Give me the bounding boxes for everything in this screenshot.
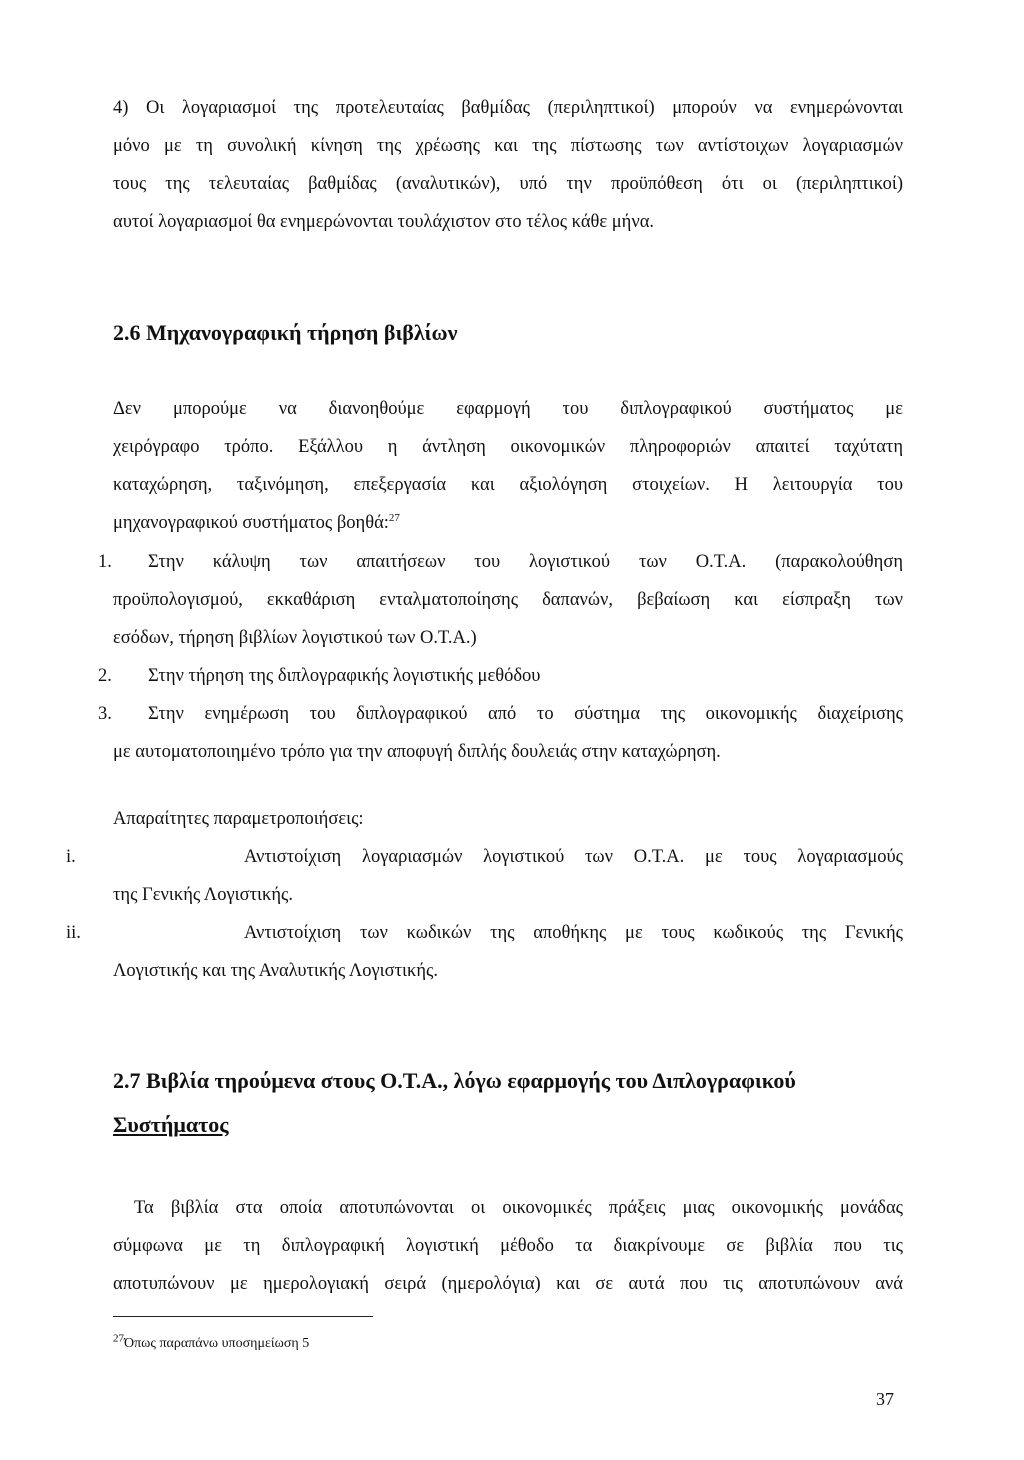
param-number-i: i. (66, 847, 76, 867)
section-2-7-line-1: Τα βιβλία στα οποία αποτυπώνονται οι οικονομικές πράξεις μιας οικονομικής μονάδας (134, 1198, 903, 1218)
list-item-1-line-3: εσόδων, τήρηση βιβλίων λογιστικού των Ο.Τ.Α.) (113, 628, 477, 648)
list-item-2-first-line: Στην τήρηση της διπλογραφικής λογιστικής μεθόδου (148, 666, 541, 686)
list-item-1-first-line: Στην κάλυψη των απαιτήσεων του λογιστικού των Ο.Τ.Α. (παρακολούθηση (148, 552, 903, 572)
list-number-1: 1. (98, 552, 112, 572)
param-number-ii: ii. (66, 923, 81, 943)
intro-last-text: μηχανογραφικού συστήματος βοηθά: (113, 513, 389, 533)
list-item-3-line-2: με αυτοματοποιημένο τρόπο για την αποφυγή διπλής δουλειάς στην καταχώρηση. (113, 742, 721, 762)
param-ii-line-2: Λογιστικής και της Αναλυτικής Λογιστικής. (113, 961, 438, 981)
footnote-separator (113, 1316, 373, 1317)
paragraph-4-line-1: 4) Οι λογαριασμοί της προτελευταίας βαθμίδας (περιληπτικοί) μπορούν να ενημερώνονται (113, 98, 903, 118)
paragraph-4-line-4: αυτοί λογαριασμοί θα ενημερώνονται τουλάχιστον στο τέλος κάθε μήνα. (113, 212, 655, 232)
footnote-marker: 27 (113, 1332, 124, 1345)
list-number-3: 3. (98, 704, 112, 724)
intro-line-2: χειρόγραφο τρόπο. Εξάλλου η άντληση οικονομικών πληροφοριών απαιτεί ταχύτατη (113, 437, 903, 457)
section-heading-2-6: 2.6 Μηχανογραφική τήρηση βιβλίων (113, 320, 458, 345)
section-heading-2-7-line-2: Συστήματος (113, 1112, 229, 1137)
footnote-reference: 27 (388, 511, 400, 524)
paragraph-4-line-2: μόνο με τη συνολική κίνηση της χρέωσης και της πίστωσης των αντίστοιχων λογαριασμών (113, 136, 903, 156)
list-item-3-first-line: Στην ενημέρωση του διπλογραφικού από το σύστημα της οικονομικής διαχείρισης (148, 704, 903, 724)
footnote-text: Όπως παραπάνω υποσημείωση 5 (124, 1336, 310, 1351)
params-label: Απαραίτητες παραμετροποιήσεις: (113, 809, 364, 829)
paragraph-4-line-3: τους της τελευταίας βαθμίδας (αναλυτικών), υπό την προϋπόθεση ότι οι (περιληπτικοί) (113, 174, 903, 194)
footnote (113, 1332, 310, 1353)
param-i-first-line: Αντιστοίχιση λογαριασμών λογιστικού των Ο.Τ.Α. με τους λογαριασμούς (244, 847, 903, 867)
list-number-2: 2. (98, 666, 112, 686)
param-i-line-2: της Γενικής Λογιστικής. (113, 885, 293, 905)
intro-line-4 (113, 512, 903, 534)
section-heading-2-7-line-1: 2.7 Βιβλία τηρούμενα στους Ο.Τ.Α., λόγω εφαρμογής του Διπλογραφικού (113, 1068, 796, 1093)
section-2-7-line-3: αποτυπώνουν με ημερολογιακή σειρά (ημερολόγια) και σε αυτά που τις αποτυπώνουν ανά (113, 1274, 903, 1294)
list-item-1-line-2: προϋπολογισμού, εκκαθάριση ενταλματοποίησης δαπανών, βεβαίωση και είσπραξη των (113, 590, 903, 610)
page-number: 37 (876, 1389, 894, 1409)
intro-line-1: Δεν μπορούμε να διανοηθούμε εφαρμογή του διπλογραφικού συστήματος με (113, 399, 903, 419)
section-2-7-line-2: σύμφωνα με τη διπλογραφική λογιστική μέθοδο τα διακρίνουμε σε βιβλία που τις (113, 1236, 903, 1256)
param-ii-first-line: Αντιστοίχιση των κωδικών της αποθήκης με τους κωδικούς της Γενικής (244, 923, 903, 943)
intro-line-3: καταχώρηση, ταξινόμηση, επεξεργασία και αξιολόγηση στοιχείων. Η λειτουργία του (113, 475, 903, 495)
